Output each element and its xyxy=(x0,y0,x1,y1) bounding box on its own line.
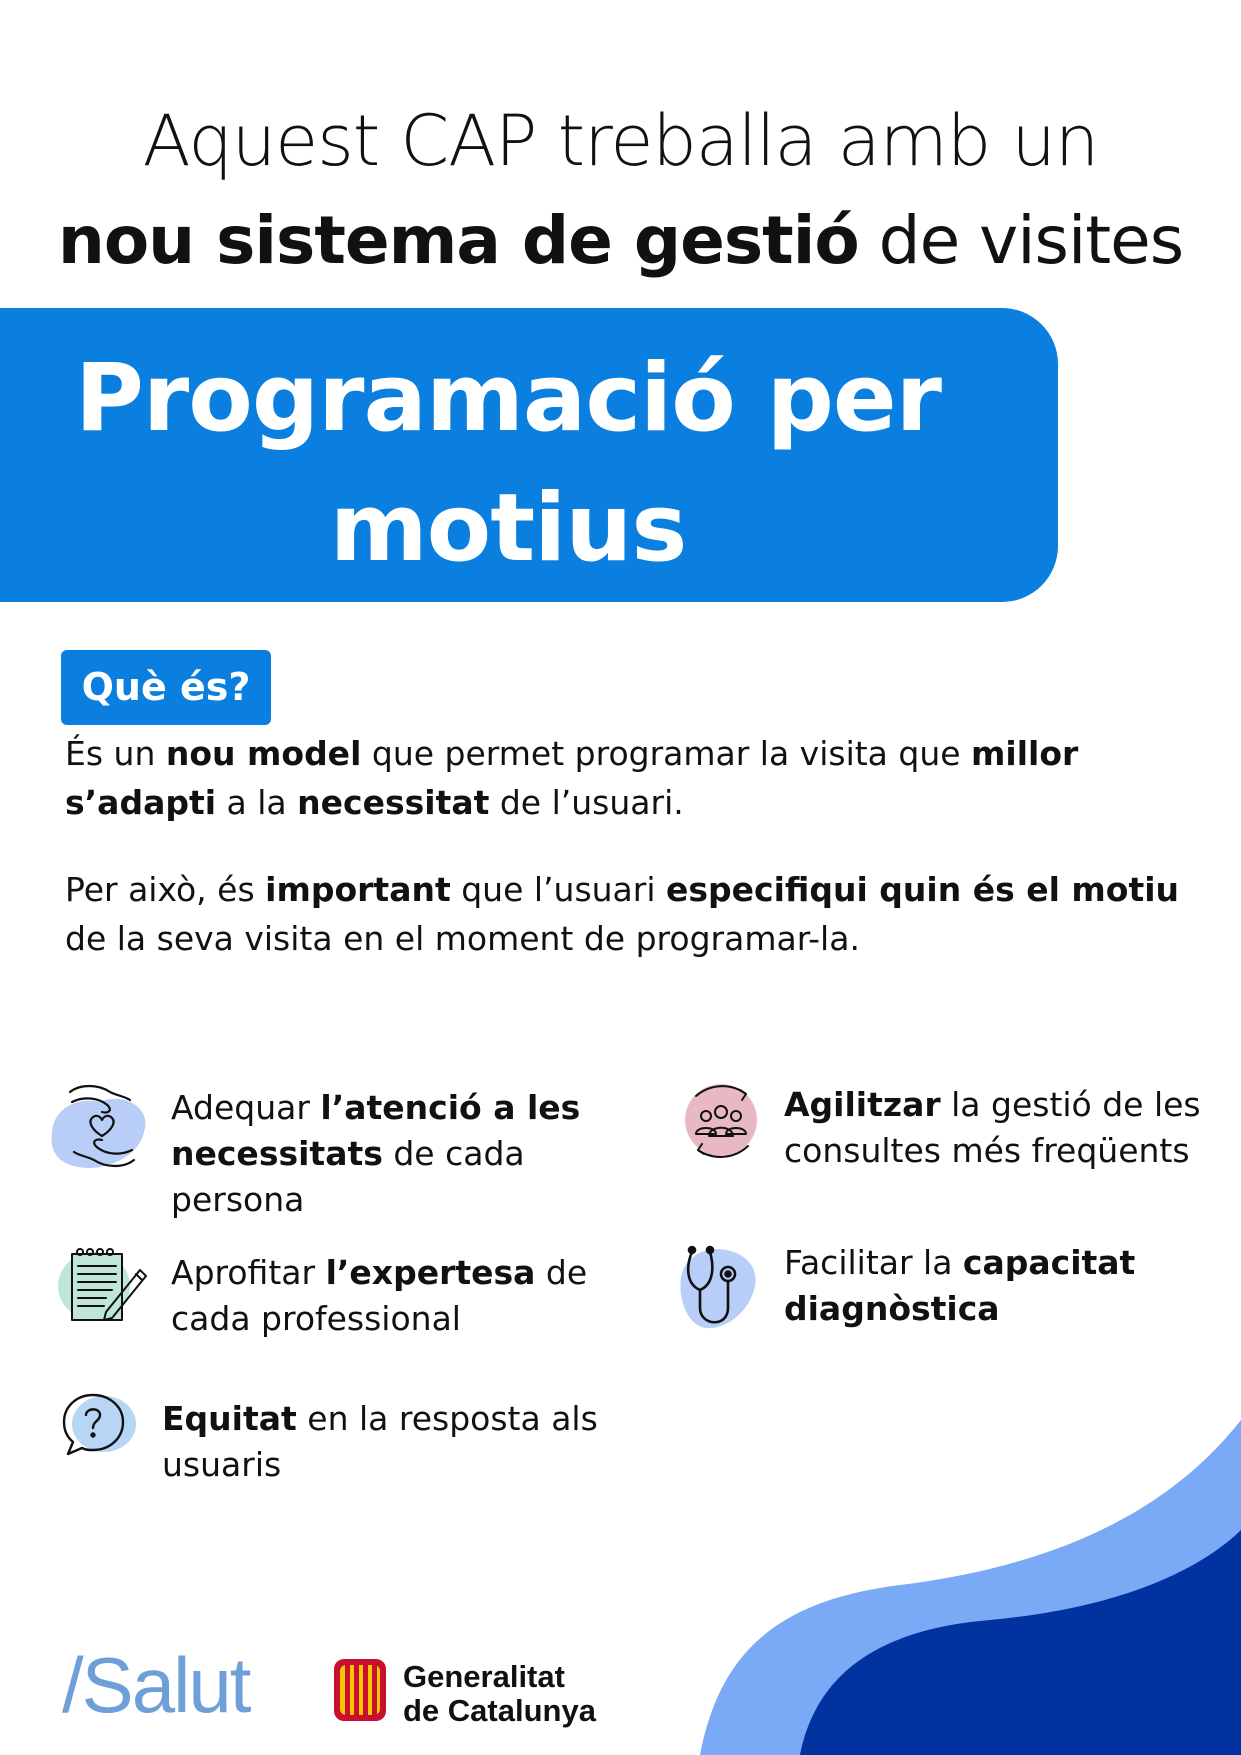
title-line-2 xyxy=(0,196,1241,286)
body-text: de cada persona xyxy=(171,1134,525,1219)
emphasis-text: capacitat diagnòstica xyxy=(784,1243,1136,1328)
body-text: Facilitar la xyxy=(784,1243,963,1282)
gencat-line-2: de Catalunya xyxy=(403,1693,596,1728)
emphasis-text: Agilitzar xyxy=(784,1085,941,1124)
emphasis-text: necessitat xyxy=(297,783,490,822)
generalitat-logo-text xyxy=(403,1660,596,1728)
body-text: que l’usuari xyxy=(450,870,667,909)
caring-hands-heart-icon xyxy=(44,1072,154,1182)
body-text: de la seva visita en el moment de programar-la. xyxy=(65,919,860,958)
light-wave xyxy=(700,1420,1241,1755)
emphasis-text: l’expertesa xyxy=(325,1253,536,1292)
benefit-aprofitar xyxy=(171,1250,591,1342)
emphasis-text: important xyxy=(265,870,451,909)
title-rest: de visites xyxy=(858,202,1184,279)
emphasis-text: nou model xyxy=(165,734,362,773)
emphasis-text: l’atenció a les necessitats xyxy=(171,1088,581,1173)
benefit-agilitzar xyxy=(784,1082,1214,1174)
body-text: Aprofitar xyxy=(171,1253,326,1292)
body-text: la gestió de les consultes més freqüents xyxy=(784,1085,1201,1170)
banner-headline xyxy=(0,334,1016,594)
question-bubble-icon xyxy=(60,1388,142,1470)
benefit-equitat xyxy=(162,1396,602,1488)
benefit-facilitar xyxy=(784,1240,1204,1332)
salut-logo: /Salut xyxy=(62,1641,250,1729)
title-bold: nou sistema de gestió xyxy=(57,202,859,279)
body-text: que permet programar la visita que xyxy=(361,734,972,773)
notepad-pen-icon xyxy=(56,1244,151,1339)
banner-line-2: motius xyxy=(329,474,687,583)
banner-line-1: Programació per xyxy=(75,344,941,453)
body-text: en la resposta als usuaris xyxy=(162,1399,598,1484)
body-text: de l’usuari. xyxy=(489,783,684,822)
description-paragraph-1 xyxy=(65,729,1185,827)
body-text: Per això, és xyxy=(65,870,266,909)
stethoscope-icon xyxy=(676,1240,771,1340)
group-cycle-icon xyxy=(676,1078,766,1173)
generalitat-flag-icon xyxy=(332,1657,388,1723)
body-text: Adequar xyxy=(171,1088,321,1127)
body-text: És un xyxy=(65,734,166,773)
gencat-line-1: Generalitat xyxy=(403,1659,565,1694)
emphasis-text: Equitat xyxy=(162,1399,297,1438)
benefit-adequar xyxy=(171,1085,651,1223)
body-text: a la xyxy=(216,783,298,822)
title-line-1: Aquest CAP treballa amb un xyxy=(142,100,1099,182)
section-label: Què és? xyxy=(81,665,251,709)
description-paragraph-2 xyxy=(65,865,1185,963)
emphasis-text: millor s’adapti xyxy=(65,734,1079,822)
emphasis-text: especifiqui quin és el motiu xyxy=(666,870,1180,909)
body-text: de cada professional xyxy=(171,1253,588,1338)
dark-wave xyxy=(800,1530,1241,1755)
